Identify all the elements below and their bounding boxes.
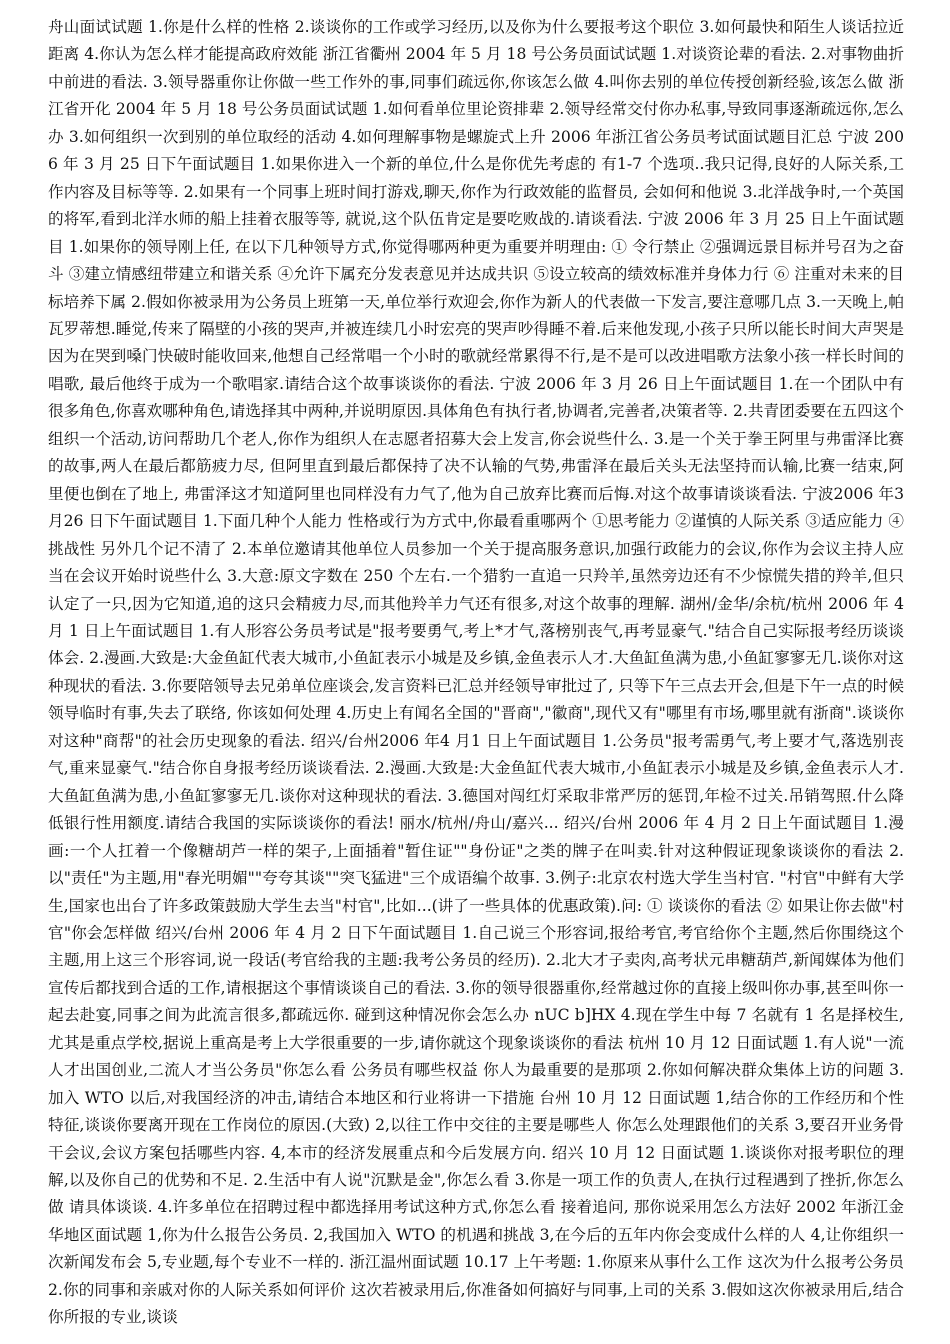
body-text: 舟山面试试题 1.你是什么样的性格 2.谈谈你的工作或学习经历,以及你为什么要报考这个职位 3.如何最快和陌生人谈话拉近距离 4.你认为怎么样才能提高政府效能 浙江省衢州 2004 年 5 月 18 号公务员面试试题 1.对谈资论辈的看法. 2.对事物曲折中前进的看法. 3.领导器重你让你做一些工作外的事,同事们疏远你,你该怎么做 4.叫你去别的单位传授创新经验,该怎么做 浙江省开化 2004 年 5 月 18 号公务员面试试题 1.如何看单位里论资排辈 2.领导经常交付你办私事,导致同事逐渐疏远你,怎么办 3.如何组织一次到别的单位取经的活动 4.如何理解事物是螺旋式上升 2006 年浙江省公务员考试面试题目汇总 宁波 2006 年 3 月 25 日下午面试题目 1.如果你进入一个新的单位,什么是你优先考虑的 有1-7 个选项..我只记得,良好的人际关系,工作内容及目标等等. 2.如果有一个同事上班时间打游戏,聊天,你作为行政效能的监督员, 会如何和他说 3.北洋战争时,一个英国的将军,看到北洋水师的船上挂着衣服等等, 就说,这个队伍肯定是要吃败战的.请谈看法. 宁波 2006 年 3 月 25 日上午面试题目 1.如果你的领导刚上任, 在以下几种领导方式,你觉得哪两种更为重要并明理由: ① 令行禁止 ②强调远景目标并号召为之奋斗 ③建立情感纽带建立和谐关系 ④允许下属充分发表意见并达成共识 ⑤设立较高的绩效标准并身体力行 ⑥ 注重对未来的目标培养下属 2.假如你被录用为公务员上班第一天,单位举行欢迎会,你作为新人的代表做一下发言,要注意哪几点 3.一天晚上,帕瓦罗蒂想.睡觉,传来了隔壁的小孩的哭声,并被连续几小时宏亮的哭声吵得睡不着.后来他发现,小孩子只所以能长时间大声哭是因为在哭到嗓门快破时能收回来,他想自己经常唱一个小时的歌就经常累得不行,是不是可以改进唱歌方法象小孩一样长时间的唱歌, 最后他终于成为一个歌唱家.请结合这个故事谈谈你的看法. 宁波 2006 年 3 月 26 日上午面试题目 1.在一个团队中有很多角色,你喜欢哪种角色,请选择其中两种,并说明原因.具体角色有执行者,协调者,完善者,决策者等. 2.共青团委要在五四这个组织一个活动,访问帮助几个老人,你作为组织人在志愿者招募大会上发言,你会说些什么. 3.是一个关于拳王阿里与弗雷泽比赛的故事,两人在最后都筋疲力尽, 但阿里直到最后都保持了决不认输的气势,弗雷泽在最后关头无法坚持而认输,比赛一结束,阿里便也倒在了地上, 弗雷泽这才知道阿里也同样没有力气了,他为自己放弃比赛而后悔.对这个故事请谈谈看法. 宁波2006 年3 月26 日下午面试题目 1.下面几种个人能力 性格或行为方式中,你最看重哪两个 ①思考能力 ②谨慎的人际关系 ③适应能力 ④挑战性 另外几个记不清了 2.本单位邀请其他单位人员参加一个关于提高服务意识,加强行政能力的会议,你作为会议主持人应当在会议开始时说些什么 3.大意:原文字数在 250 个左右.一个猎豹一直追一只羚羊,虽然旁边还有不少惊慌失措的羚羊,但只认定了一只,因为它知道,追的这只会精疲力尽,而其他羚羊力气还有很多,对这个故事的理解. 湖州/金华/余杭/杭州 2006 年 4 月 1 日上午面试题目 1.有人形容公务员考试是"报考要勇气,考上*才气,落榜别丧气,再考显豪气."结合自己实际报考经历谈谈体会. 2.漫画.大致是:大金鱼缸代表大城市,小鱼缸表示小城是及乡镇,金鱼表示人才.大鱼缸鱼满为患,小鱼缸寥寥无几.谈你对这种现状的看法. 3.你要陪领导去兄弟单位座谈会,发言资料已汇总并经领导审批过了, 只等下午三点去开会,但是下午一点的时候领导临时有事,失去了联络, 你该如何处理 4.历史上有闻名全国的"晋商","徽商",现代又有"哪里有市场,哪里就有浙商".谈谈你对这种"商帮"的社会历史现象的看法. 绍兴/台州2006 年4 月1 日上午面试题目 1.公务员"报考需勇气,考上要才气,落选别丧气,重来显豪气."结合你自身报考经历谈谈看法. 2.漫画.大致是:大金鱼缸代表大城市,小鱼缸表示小城是及乡镇,金鱼表示人才.大鱼缸鱼满为患,小鱼缸寥寥无几.谈你对这种现状的看法. 3.德国对闯红灯采取非常严厉的惩罚,年检不过关.吊销驾照.什么降低银行性用额度.请结合我国的实际谈谈你的看法! 丽水/杭州/舟山/嘉兴... 绍兴/台州 2006 年 4 月 2 日上午面试题目 1.漫画:一个人扛着一个像糖胡芦一样的架子,上面插着"暂住证""身份证"之类的牌子在叫卖.针对这种假证现象谈谈你的看法 2.以"责任"为主题,用"春光明媚""夸夸其谈""突飞猛进"三个成语编个故事. 3.例子:北京农村选大学生当村官. "村官"中鲜有大学生,国家也出台了许多政策鼓励大学生去当"村官",比如...(讲了一些具体的优惠政策).问: ① 谈谈你的看法 ② 如果让你去做"村官"你会怎样做 绍兴/台州 2006 年 4 月 2 日下午面试题目 1.自己说三个形容词,报给考官,考官给你个主题,然后你围绕这个主题,用上这三个形容词,说一段话(考官给我的主题:我考公务员的经历). 2.北大才子卖肉,高考状元串糖葫芦,新闻媒体为他们宣传后都找到合适的工作,请根据这个事情谈谈自己的看法. 3.你的领导很器重你,经常越过你的直接上级叫你办事,甚至叫你一起去赴宴,同事之间为此流言很多,都疏远你. 碰到这种情况你会怎么办 nUC b]HX 4.现在学生中每 7 名就有 1 名是择校生,尤其是重点学校,据说上重高是考上大学很重要的一步,请你就这个现象谈谈你的看法 杭州 10 月 12 日面试题 1.有人说"一流人才出国创业,二流人才当公务员"你怎么看 公务员有哪些权益 你人为最重要的是那项 2.你如何解决群众集体上访的问题 3.加入 WTO 以后,对我国经济的冲击,请结合本地区和行业将讲一下措施 台州 10 月 12 日面试题 1,结合你的工作经历和个性特征,谈谈你要离开现在工作岗位的原因.(大致) 2,以往工作中交往的主要是哪些人 你怎么处理跟他们的关系 3,要召开业务骨干会议,会议方案包括哪些内容. 4,本市的经济发展重点和今后发展方向. 绍兴 10 月 12 日面试题 1.谈谈你对报考职位的理解,以及你自己的优势和不足. 2.生活中有人说"沉默是金",你怎么看 3.你是一项工作的负责人,在执行过程遇到了挫折,你怎么做 请具体谈谈. 4.许多单位在招聘过程中都选择用考试这种方式,你怎么看 接着追问, 那你说采用怎么方法好 2002 年浙江金华地区面试题 1,你为什么报告公务员. 2,我国加入 WTO 的机遇和挑战 3,在今后的五年内你会变成什么样的人 4,让你组织一次新闻发布会 5,专业题,每个专业不一样的. 浙江温州面试题 10.17 上午考题: 1.你原来从事什么工作 这次为什么报考公务员 2.你的同事和亲戚对你的人际关系如何评价 这次若被录用后,你准备如何搞好与同事,上司的关系 3.假如这次你被录用后,结合你所报的专业,谈谈 [48,18,904,1327]
document-page [48,14,904,1332]
